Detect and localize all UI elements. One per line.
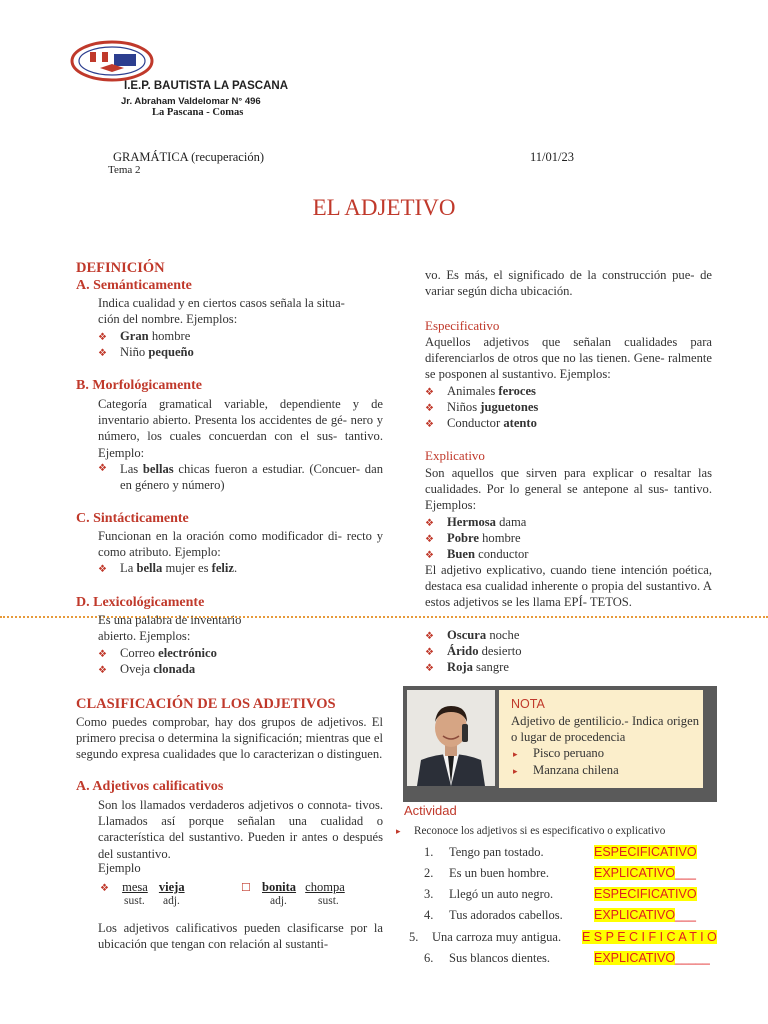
list-item: ▸ Pisco peruano	[513, 745, 604, 762]
diamond-bullet-icon: ❖	[425, 631, 434, 642]
especificativo-heading: Especificativo	[425, 318, 500, 333]
diamond-bullet-icon: ❖	[425, 534, 434, 545]
sintacticamente-text: Funcionan en la oración como modificador di- recto y como atributo. Ejemplo:	[98, 529, 383, 560]
activity-number: 3.	[424, 887, 434, 901]
activity-number: 5.	[409, 930, 419, 944]
answer-highlight: E S P E C I F I C A T I O	[582, 930, 717, 944]
school-district: La Pascana - Comas	[152, 107, 244, 118]
word-category-label: adj.	[270, 895, 287, 907]
clasificacion-text: Como puedes comprobar, hay dos grupos de adjetivos. El primero precisa o determina la significación; mientras que el segundo expresa cualidades que lo caracterizan o distinguen.	[76, 715, 383, 762]
school-logo	[70, 40, 154, 82]
nota-text: Adjetivo de gentilicio.- Indica origen o lugar de procedencia	[511, 714, 699, 745]
list-item: ❖ Niño pequeño	[98, 344, 194, 362]
answer-highlight: EXPLICATIVO	[594, 866, 676, 880]
diamond-bullet-icon: ❖	[425, 663, 434, 674]
semanticamente-text: Indica cualidad y en ciertos casos señala la situa- ción del nombre. Ejemplos:	[98, 296, 345, 327]
list-item: ❖ Oscura noche	[425, 627, 519, 645]
diamond-bullet-icon: ❖	[98, 463, 107, 474]
especificativo-text: Aquellos adjetivos que señalan cualidades para diferenciarlos de otros que no las tienen. Gene- ralmente se posponen al sustantivo. Ejemplos:	[425, 335, 712, 382]
semanticamente-heading: A. Semánticamente	[76, 278, 192, 293]
calificativos-text: Son los llamados verdaderos adjetivos o connota- tivos. Llamados así porque señalan una cualidad o característica del sustantivo. Pueden ir antes o después del sustantivo.	[98, 798, 383, 861]
activity-sentence: Tus adorados cabellos.	[449, 908, 563, 922]
activity-number: 4.	[424, 908, 434, 922]
word-category-label: sust.	[124, 895, 145, 907]
word-category-label: sust.	[318, 895, 339, 907]
explicativo-text: Son aquellos que sirven para explicar o resaltar las cualidades. Por lo general se antepone al sus- tantivo. Ejemplos:	[425, 466, 712, 513]
activity-number: 2.	[424, 866, 434, 880]
list-item: ❖ Correo electrónico	[98, 645, 217, 663]
activity-sentence: Tengo pan tostado.	[449, 845, 544, 859]
answer-highlight: EXPLICATIVO	[594, 951, 676, 965]
list-item: ❖ Hermosa dama	[425, 514, 526, 532]
sintacticamente-heading: C. Sintácticamente	[76, 511, 189, 526]
actividad-heading: Actividad	[404, 803, 457, 818]
answer-highlight: ESPECIFICATIVO	[594, 887, 697, 901]
explicativo-text-2: El adjetivo explicativo, cuando tiene intención poética, destaca esa cualidad inherente o propia del sustantivo. A estos adjetivos se les llama EPÍ- TETOS.	[425, 563, 712, 610]
activity-answer	[594, 866, 696, 880]
definicion-heading: DEFINICIÓN	[76, 260, 165, 276]
diamond-bullet-icon: ❖	[425, 647, 434, 658]
activity-sentence: Una carroza muy antigua.	[432, 930, 562, 944]
list-item: ❖ Pobre hombre	[425, 530, 521, 548]
diamond-bullet-icon: ❖	[425, 550, 434, 561]
actividad-instruction: ▸ Reconoce los adjetivos si es especificativo o explicativo	[396, 825, 666, 837]
activity-sentence: Llegó un auto negro.	[449, 887, 554, 901]
activity-sentence: Es un buen hombre.	[449, 866, 549, 880]
word-category-label: adj.	[163, 895, 180, 907]
list-item: ❖ La bella mujer es feliz.	[98, 560, 237, 578]
list-item: ❖ Buen conductor	[425, 546, 529, 564]
list-item: ❖ Animales feroces	[425, 383, 536, 401]
diamond-bullet-icon: ❖	[98, 348, 107, 359]
diamond-bullet-icon: ❖	[425, 387, 434, 398]
nota-box	[403, 686, 717, 802]
example-word: vieja	[158, 880, 185, 894]
list-item: ❖ Roja sangre	[425, 659, 509, 677]
list-item: ❖ Niños juguetones	[425, 399, 538, 417]
activity-sentence: Sus blancos dientes.	[449, 951, 551, 965]
lexicologicamente-text: Es una palabra de inventario abierto. Ejemplos:	[98, 613, 242, 644]
school-name: I.E.P. BAUTISTA LA PASCANA	[124, 80, 288, 92]
nota-panel	[499, 690, 703, 788]
activity-number: 1.	[424, 845, 434, 859]
topic-label: Tema 2	[108, 164, 141, 176]
activity-answer	[594, 845, 697, 859]
page-title: EL ADJETIVO	[312, 195, 456, 220]
activity-answer	[594, 887, 697, 901]
activity-number: 6.	[424, 951, 434, 965]
activity-answer	[594, 951, 710, 965]
clasificacion-heading: CLASIFICACIÓN DE LOS ADJETIVOS	[76, 696, 336, 712]
triangle-bullet-icon: ▸	[513, 749, 518, 759]
activity-answer	[594, 908, 696, 922]
answer-highlight: ESPECIFICATIVO	[594, 845, 697, 859]
list-item: ❖ Árido desierto	[425, 643, 522, 661]
checkbox-bullet-icon: ☐	[241, 882, 251, 894]
list-item: ❖ Conductor atento	[425, 415, 537, 433]
answer-blank: ___	[675, 866, 696, 880]
answer-highlight: EXPLICATIVO	[594, 908, 676, 922]
diamond-bullet-icon: ❖	[98, 649, 107, 660]
calificativos-heading: A. Adjetivos calificativos	[76, 779, 224, 794]
date-label: 11/01/23	[530, 150, 574, 164]
nota-heading: NOTA	[511, 697, 545, 711]
triangle-bullet-icon: ▸	[396, 826, 401, 836]
list-item: ❖ Oveja clonada	[98, 661, 195, 679]
school-address: Jr. Abraham Valdelomar N° 496	[121, 96, 261, 107]
list-item: ❖ Las bellas chicas fueron a estudiar. (Concuer- dan en género y número)	[98, 462, 383, 493]
diamond-bullet-icon: ❖	[100, 883, 109, 894]
subject-label: GRAMÁTICA (recuperación)	[113, 150, 264, 164]
explicativo-heading: Explicativo	[425, 448, 485, 463]
list-item: ▸ Manzana chilena	[513, 762, 619, 779]
example-word: mesa	[122, 880, 148, 894]
ejemplo-label: Ejemplo	[98, 861, 141, 875]
diamond-bullet-icon: ❖	[98, 564, 107, 575]
diamond-bullet-icon: ❖	[425, 403, 434, 414]
diamond-bullet-icon: ❖	[98, 332, 107, 343]
activity-answer	[582, 930, 717, 944]
example-word: bonita	[262, 880, 297, 894]
triangle-bullet-icon: ▸	[513, 766, 518, 776]
diamond-bullet-icon: ❖	[425, 518, 434, 529]
lexicologicamente-heading: D. Lexicológicamente	[76, 595, 205, 610]
businessman-photo	[407, 690, 495, 786]
answer-blank: _____	[675, 951, 710, 965]
diamond-bullet-icon: ❖	[98, 665, 107, 676]
list-item: ❖ Gran hombre	[98, 328, 190, 346]
example-row-1	[100, 880, 185, 895]
diamond-bullet-icon: ❖	[425, 419, 434, 430]
answer-blank: ___	[675, 908, 696, 922]
continuation-text: vo. Es más, el significado de la construcción pue- de variar según dicha ubicación.	[425, 268, 712, 299]
example-word: chompa	[305, 880, 345, 894]
example-row-2	[241, 880, 345, 895]
calificativos-text-2: Los adjetivos calificativos pueden clasificarse por la ubicación que tengan con relación al sustanti-	[98, 921, 383, 952]
morfologicamente-heading: B. Morfológicamente	[76, 378, 202, 393]
morfologicamente-text: Categoría gramatical variable, dependiente y de inventario abierto. Presenta los accidentes de gé- nero y número, los cuales concuerdan con el sus- tantivo. Ejemplo:	[98, 397, 383, 460]
